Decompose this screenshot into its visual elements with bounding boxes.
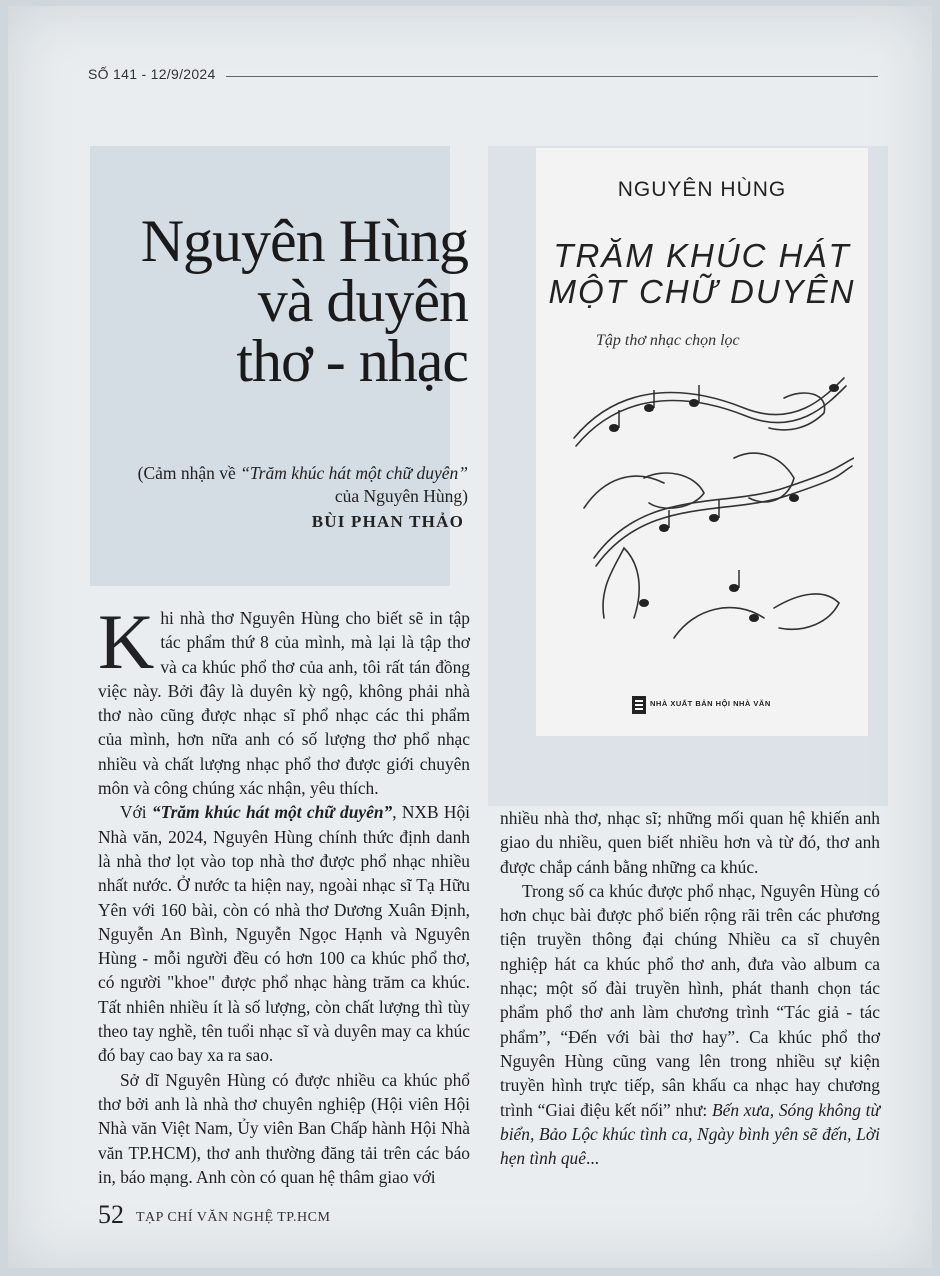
paragraph-text: Sở dĩ Nguyên Hùng có được nhiều ca khúc phổ thơ bởi anh là nhà thơ chuyên nghiệp (Hội viên Hội Nhà văn Việt Nam, Ủy viên Ban Chấp hành Hội Nhà văn TP.HCM), thơ anh thường đăng tải trên các báo in, báo mạng. Anh còn có quan hệ thâm giao với: [98, 1069, 470, 1187]
paragraph: [98, 1068, 470, 1189]
paragraph-text: Với: [120, 802, 152, 823]
page-header: [88, 66, 878, 86]
music-note: [729, 584, 739, 592]
subtitle-suffix: của Nguyên Hùng): [334, 486, 468, 506]
article-author: BÙI PHAN THẢO: [311, 512, 464, 531]
magazine-page: [8, 6, 932, 1268]
paragraph: [500, 806, 880, 879]
title-line: và duyên: [257, 268, 468, 334]
music-hands-illustration: [554, 358, 854, 658]
music-note: [829, 384, 839, 392]
music-note: [659, 524, 669, 532]
page-footer: [98, 1200, 498, 1228]
article-subtitle: [98, 462, 468, 508]
drop-cap: K: [98, 598, 155, 685]
article-title: [108, 208, 468, 394]
music-note: [609, 424, 619, 432]
music-note: [789, 494, 799, 502]
hand-outline: [774, 594, 839, 629]
hand-outline: [603, 548, 639, 618]
cover-subtitle: Tập thơ nhạc chọn lọc: [596, 332, 740, 349]
cover-title: [536, 238, 868, 310]
subtitle-book-title: “Trăm khúc hát một chữ duyên”: [240, 463, 468, 483]
song-list: Bến xưa, Sóng không từ biển, Bảo Lộc khúc tình ca, Ngày bình yên sẽ đến, Lời hẹn tình quê: [500, 1099, 880, 1169]
right-column: [500, 806, 880, 1170]
subtitle-prefix: (Cảm nhận về: [137, 463, 241, 483]
title-line: thơ - nhạc: [236, 328, 468, 394]
cover-title-line: TRĂM KHÚC HÁT: [553, 237, 851, 274]
music-note: [644, 404, 654, 412]
publisher-mark: [632, 696, 872, 716]
paragraph-text: ...: [585, 1148, 600, 1169]
paragraph-text: Trong số ca khúc được phổ nhạc, Nguyên Hùng có hơn chục bài được phổ biến rộng rãi trên các phương tiện truyền thông đại chúng Nhiều ca sĩ chuyên nghiệp hát ca khúc phổ thơ anh, đưa vào album ca nhạc; một số đài truyền hình, phát thanh chọn tác phẩm phổ thơ anh làm chương trình “Tác giả - tác phẩm”, “Đến với bài thơ hay”. Ca khúc phổ thơ Nguyên Hùng cũng vang lên trong nhiều sự kiện truyền hình trực tiếp, sân khấu ca nhạc hay chương trình “Giai điệu kết nối” như:: [500, 880, 880, 1120]
page-number: 52: [98, 1200, 124, 1229]
magazine-name: TẠP CHÍ VĂN NGHỆ TP.HCM: [136, 1210, 331, 1225]
staff-ribbon: [594, 458, 854, 558]
paragraph: [500, 879, 880, 1171]
swirl: [674, 608, 764, 638]
swirl: [584, 476, 664, 508]
paragraph-text: hi nhà thơ Nguyên Hùng cho biết sẽ in tập tác phẩm thứ 8 của mình, mà lại là tập thơ và ca khúc phổ thơ của anh, tôi rất tán đồng việc này. Bởi đây là duyên kỳ ngộ, không phải nhà thơ nào cũng được nhạc sĩ phổ nhạc các thi phẩm của mình, hơn nữa anh có số lượng thơ phổ nhạc nhiều và chất lượng nhạc phổ thơ được giới chuyên môn và công chúng xác nhận, yêu thích.: [98, 608, 470, 799]
header-rule: [226, 76, 878, 77]
publisher-name: NHÀ XUẤT BẢN HỘI NHÀ VĂN: [650, 699, 771, 708]
music-note: [639, 599, 649, 607]
publisher-logo: [632, 696, 646, 714]
paragraph-text: , NXB Hội Nhà văn, 2024, Nguyên Hùng chính thức định danh là nhà thơ lọt vào top nhà thơ được phổ nhạc nhiều nhất nước. Ở nước ta hiện nay, ngoài nhạc sĩ Tạ Hữu Yên với 160 bài, còn có nhà thơ Dương Xuân Định, Nguyễn An Bình, Nguyễn Ngọc Hạnh và Nguyên Hùng - mỗi người đều có hơn 100 ca khúc phổ thơ, có người "khoe" được phổ nhạc hàng trăm ca khúc. Tất nhiên nhiều ít là số lượng, còn chất lượng thì tùy theo tay nghề, tên tuổi nhạc sĩ và duyên may ca khúc đó bay cao bay xa ra sao.: [98, 802, 470, 1066]
book-title-inline: “Trăm khúc hát một chữ duyên”: [151, 802, 393, 823]
music-note: [689, 399, 699, 407]
left-column: [98, 598, 470, 1189]
book-cover: [536, 148, 868, 736]
paragraph: [98, 598, 470, 800]
music-note: [749, 614, 759, 622]
issue-number: SỐ 141 - 12/9/2024: [88, 66, 216, 82]
staff-ribbon: [596, 466, 852, 566]
hand-outline: [734, 453, 794, 502]
paragraph: [98, 800, 470, 1067]
music-note: [709, 514, 719, 522]
title-line: Nguyên Hùng: [140, 208, 468, 274]
staff-ribbon: [576, 386, 846, 446]
cover-author: NGUYÊN HÙNG: [617, 178, 787, 201]
cover-title-line: MỘT CHỮ DUYÊN: [548, 273, 856, 310]
paragraph-text: nhiều nhà thơ, nhạc sĩ; những mối quan hệ khiến anh giao du nhiều, quen biết nhiều hơn và từ đó, thơ anh được chắp cánh bằng những ca khúc.: [500, 808, 880, 877]
